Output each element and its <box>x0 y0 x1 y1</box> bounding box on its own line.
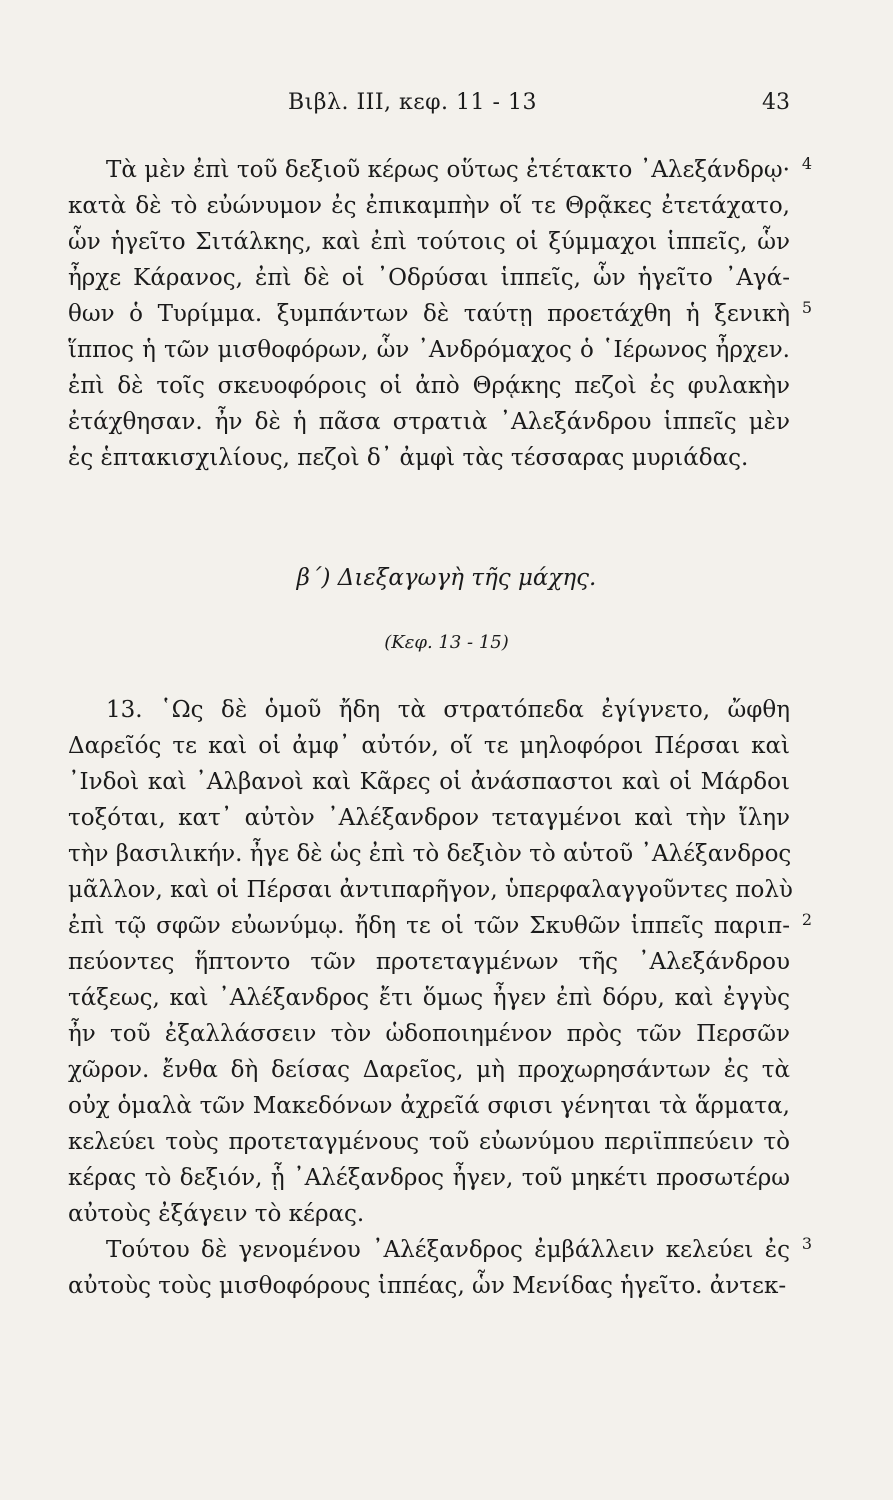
line-text: Τὰ μὲν ἐπὶ τοῦ δεξιοῦ κέρως οὕτως ἐτέτακτο ᾿Αλεξάνδρῳ· <box>106 157 790 183</box>
line-text: χῶρον. ἔνθα δὴ δείσας Δαρεῖος, μὴ προχωρησάντων ἐς τὰ <box>68 1057 790 1083</box>
line-text: τὴν βασιλικήν. ἦγε δὲ ὡς ἐπὶ τὸ δεξιὸν τὸ αὑτοῦ ᾿Αλέξανδρος <box>68 841 792 867</box>
paragraph-3 <box>68 1232 812 1304</box>
line-text: μᾶλλον, καὶ οἱ Πέρσαι ἀντιπαρῆγον, ὑπερφαλαγγοῦντες πολὺ <box>68 877 793 903</box>
text-line <box>68 728 790 764</box>
line-text: ἐπὶ τῷ σφῶν εὐωνύμῳ. ἤδη τε οἱ τῶν Σκυθῶν ἱππεῖς παριπ- <box>68 913 790 939</box>
text-line <box>68 1268 790 1304</box>
line-text: ἵππος ἡ τῶν μισθοφόρων, ὧν ᾿Ανδρόμαχος ὁ ῾Ιέρωνος ἦρχεν. <box>68 337 790 363</box>
line-text: ἐτάχθησαν. ἦν δὲ ἡ πᾶσα στρατιὰ ᾿Αλεξάνδρου ἱππεῖς μὲν <box>68 409 790 435</box>
text-line <box>68 404 790 440</box>
text-line <box>68 1160 790 1196</box>
line-text: ὧν ἡγεῖτο Σιτάλκης, καὶ ἐπὶ τούτοις οἱ ξύμμαχοι ἱππεῖς, ὧν <box>68 229 790 255</box>
text-line <box>68 1016 790 1052</box>
text-line <box>68 872 793 908</box>
line-text: τάξεως, καὶ ᾿Αλέξανδρος ἔτι ὅμως ἦγεν ἐπὶ δόρυ, καὶ ἐγγὺς <box>68 985 790 1011</box>
line-text: ἐπὶ δὲ τοῖς σκευοφόροις οἱ ἀπὸ Θρᾴκης πεζοὶ ἐς φυλακὴν <box>68 373 790 399</box>
line-text: ἐς ἑπτακισχιλίους, πεζοὶ δ᾿ ἀμφὶ τὰς τέσσαρας μυριάδας. <box>68 445 749 471</box>
margin-section-number: 3 <box>801 1234 812 1253</box>
text-line <box>68 1124 790 1160</box>
line-text: κατὰ δὲ τὸ εὐώνυμον ἐς ἐπικαμπὴν οἵ τε Θρᾷκες ἐτετάχατο, <box>68 193 790 219</box>
text-line <box>68 692 790 728</box>
margin-section-number: 4 <box>801 154 812 173</box>
text-line <box>68 296 812 332</box>
margin-section-number: 5 <box>801 298 812 317</box>
line-text: Τούτου δὲ γενομένου ᾿Αλέξανδρος ἐμβάλλειν κελεύει ἐς <box>106 1237 790 1263</box>
text-line <box>68 332 790 368</box>
text-line <box>68 1088 790 1124</box>
line-text: αὐτοὺς ἐξάγειν τὸ κέρας. <box>68 1201 365 1227</box>
line-text: αὐτοὺς τοὺς μισθοφόρους ἱππέας, ὧν Μενίδας ἡγεῖτο. ἀντεκ- <box>68 1273 787 1299</box>
page-number: 43 <box>762 90 790 115</box>
page-header <box>68 90 790 130</box>
line-text: ἦρχε Κάρανος, ἐπὶ δὲ οἱ ᾿Οδρύσαι ἱππεῖς, ὧν ἡγεῖτο ᾿Αγά- <box>68 265 790 291</box>
text-line <box>68 944 790 980</box>
text-line <box>68 368 790 404</box>
text-line <box>68 1232 812 1268</box>
margin-section-number: 2 <box>801 910 812 929</box>
line-text: οὐχ ὁμαλὰ τῶν Μακεδόνων ἀχρεῖά σφισι γένηται τὰ ἅρματα, <box>68 1093 790 1119</box>
section-title: β΄) Διεξαγωγὴ τῆς μάχης. <box>296 565 597 591</box>
text-line <box>68 152 812 188</box>
line-text: κελεύει τοὺς προτεταγμένους τοῦ εὐωνύμου περιϊππεύειν τὸ <box>68 1129 790 1155</box>
section-subtitle: (Κεφ. 13 - 15) <box>384 632 509 653</box>
text-line <box>68 836 790 872</box>
text-line <box>68 800 790 836</box>
text-line <box>68 224 790 260</box>
paragraph-2 <box>68 692 812 1232</box>
text-line <box>68 764 790 800</box>
text-line <box>68 440 790 476</box>
text-line <box>68 1196 790 1232</box>
text-line <box>68 1052 790 1088</box>
paragraph-1 <box>68 152 812 476</box>
text-line <box>68 908 812 944</box>
line-text: πεύοντες ἥπτοντο τῶν προτεταγμένων τῆς ᾿Αλεξάνδρου <box>68 949 790 975</box>
line-text: 13. ῾Ως δὲ ὁμοῦ ἤδη τὰ στρατόπεδα ἐγίγνετο, ὤφθη <box>106 697 790 723</box>
line-text: ᾿Ινδοὶ καὶ ᾿Αλβανοὶ καὶ Κᾶρες οἱ ἀνάσπαστοι καὶ οἱ Μάρδοι <box>68 769 790 795</box>
line-text: κέρας τὸ δεξιόν, ᾗ ᾿Αλέξανδρος ἦγεν, τοῦ μηκέτι προσωτέρω <box>68 1165 790 1191</box>
line-text: τοξόται, κατ᾿ αὐτὸν ᾿Αλέξανδρον τεταγμένοι καὶ τὴν ἴλην <box>68 805 790 831</box>
line-text: Δαρεῖός τε καὶ οἱ ἀμφ᾿ αὐτόν, οἵ τε μηλοφόροι Πέρσαι καὶ <box>68 733 790 759</box>
text-line <box>68 260 790 296</box>
running-head: Βιβλ. ΙΙΙ, κεφ. 11 - 13 <box>288 90 537 115</box>
text-line <box>68 188 790 224</box>
line-text: θων ὁ Τυρίμμα. ξυμπάντων δὲ ταύτῃ προετάχθη ἡ ξενικὴ <box>68 301 790 327</box>
text-line <box>68 980 790 1016</box>
line-text: ἦν τοῦ ἐξαλλάσσειν τὸν ὡδοποιημένον πρὸς τῶν Περσῶν <box>68 1021 790 1047</box>
